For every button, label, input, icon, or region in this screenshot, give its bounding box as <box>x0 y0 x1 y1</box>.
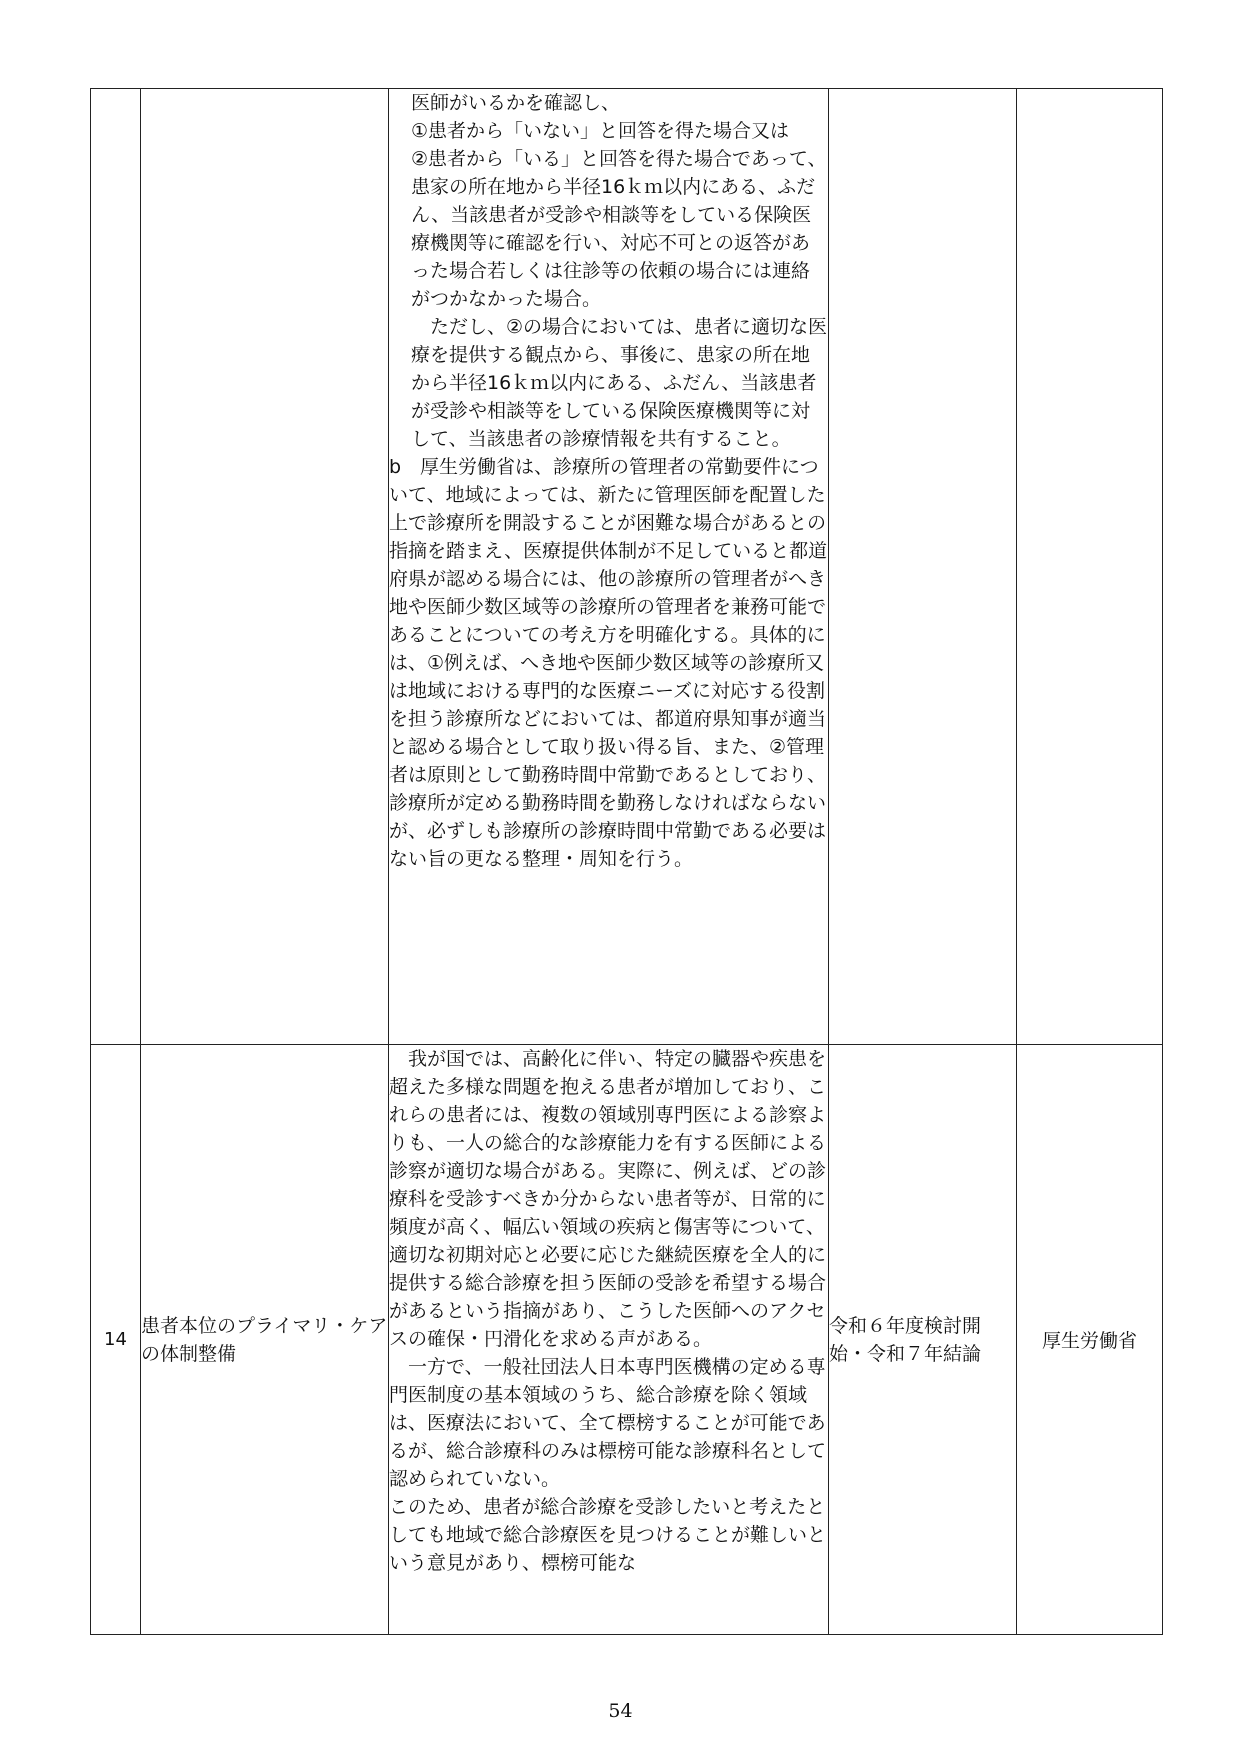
cell-ministry-empty <box>1017 89 1163 1045</box>
body-paragraph: ②患者から「いる」と回答を得た場合であって、患家の所在地から半径16ｋｍ以内にある、ふだん、当該患者が受診や相談等をしている保険医療機関等に確認を行い、対応不可との返答があった場合若しくは往診等の依頼の場合には連絡がつかなかった場合。 <box>411 148 827 310</box>
body-paragraph: このため、患者が総合診療を受診したいと考えたとしても地域で総合診療医を見つけることが難しいという意見があり、標榜可能な <box>389 1496 827 1574</box>
cell-body-continued <box>389 89 829 1045</box>
table-row-continued <box>91 89 1163 1045</box>
item-number: 14 <box>91 1045 141 1635</box>
item-title: 患者本位のプライマリ・ケアの体制整備 <box>141 1045 389 1635</box>
body-paragraph: b 厚生労働省は、診療所の管理者の常勤要件について、地域によっては、新たに管理医師を配置した上で診療所を開設することが困難な場合があるとの指摘を踏まえ、医療提供体制が不足していると都道府県が認める場合には、他の診療所の管理者がへき地や医師少数区域等の診療所の管理者を兼務可能であることについての考え方を明確化する。具体的には、①例えば、へき地や医師少数区域等の診療所又は地域における専門的な医療ニーズに対応する役割を担う診療所などにおいては、都道府県知事が適当と認める場合として取り扱い得る旨、また、②管理者は原則として勤務時間中常勤であるとしており、診療所が定める勤務時間を勤務しなければならないが、必ずしも診療所の診療時間中常勤である必要はない旨の更なる整理・周知を行う。 <box>389 456 828 870</box>
cell-schedule-empty <box>829 89 1017 1045</box>
cell-title-empty <box>141 89 389 1045</box>
page-number: 54 <box>608 1700 633 1722</box>
cell-body-14 <box>389 1045 829 1635</box>
body-paragraph: 我が国では、高齢化に伴い、特定の臓器や疾患を超えた多様な問題を抱える患者が増加しており、これらの患者には、複数の領域別専門医による診察よりも、一人の総合的な診療能力を有する医師による診察が適切な場合がある。実際に、例えば、どの診療科を受診すべきか分からない患者等が、日常的に頻度が高く、幅広い領域の疾病と傷害等について、適切な初期対応と必要に応じた継続医療を全人的に提供する総合診療を担う医師の受診を希望する場合があるという指摘があり、こうした医師へのアクセスの確保・円滑化を求める声がある。 <box>389 1048 827 1350</box>
body-paragraph: ①患者から「いない」と回答を得た場合又は <box>411 120 790 142</box>
body-paragraph: 医師がいるかを確認し、 <box>411 92 621 114</box>
cell-number-empty <box>91 89 141 1045</box>
regulation-table <box>90 88 1163 1635</box>
table-row-14 <box>91 1045 1163 1635</box>
body-paragraph: 一方で、一般社団法人日本専門医機構の定める専門医制度の基本領域のうち、総合診療を除く領域は、医療法において、全て標榜することが可能であるが、総合診療科のみは標榜可能な診療科名として認められていない。 <box>389 1356 827 1490</box>
item-schedule: 令和６年度検討開始・令和７年結論 <box>829 1045 1017 1635</box>
body-paragraph: ただし、②の場合においては、患者に適切な医療を提供する観点から、事後に、患家の所在地から半径16ｋｍ以内にある、ふだん、当該患者が受診や相談等をしている保険医療機関等に対して、当該患者の診療情報を共有すること。 <box>411 316 828 450</box>
item-ministry: 厚生労働省 <box>1017 1045 1163 1635</box>
